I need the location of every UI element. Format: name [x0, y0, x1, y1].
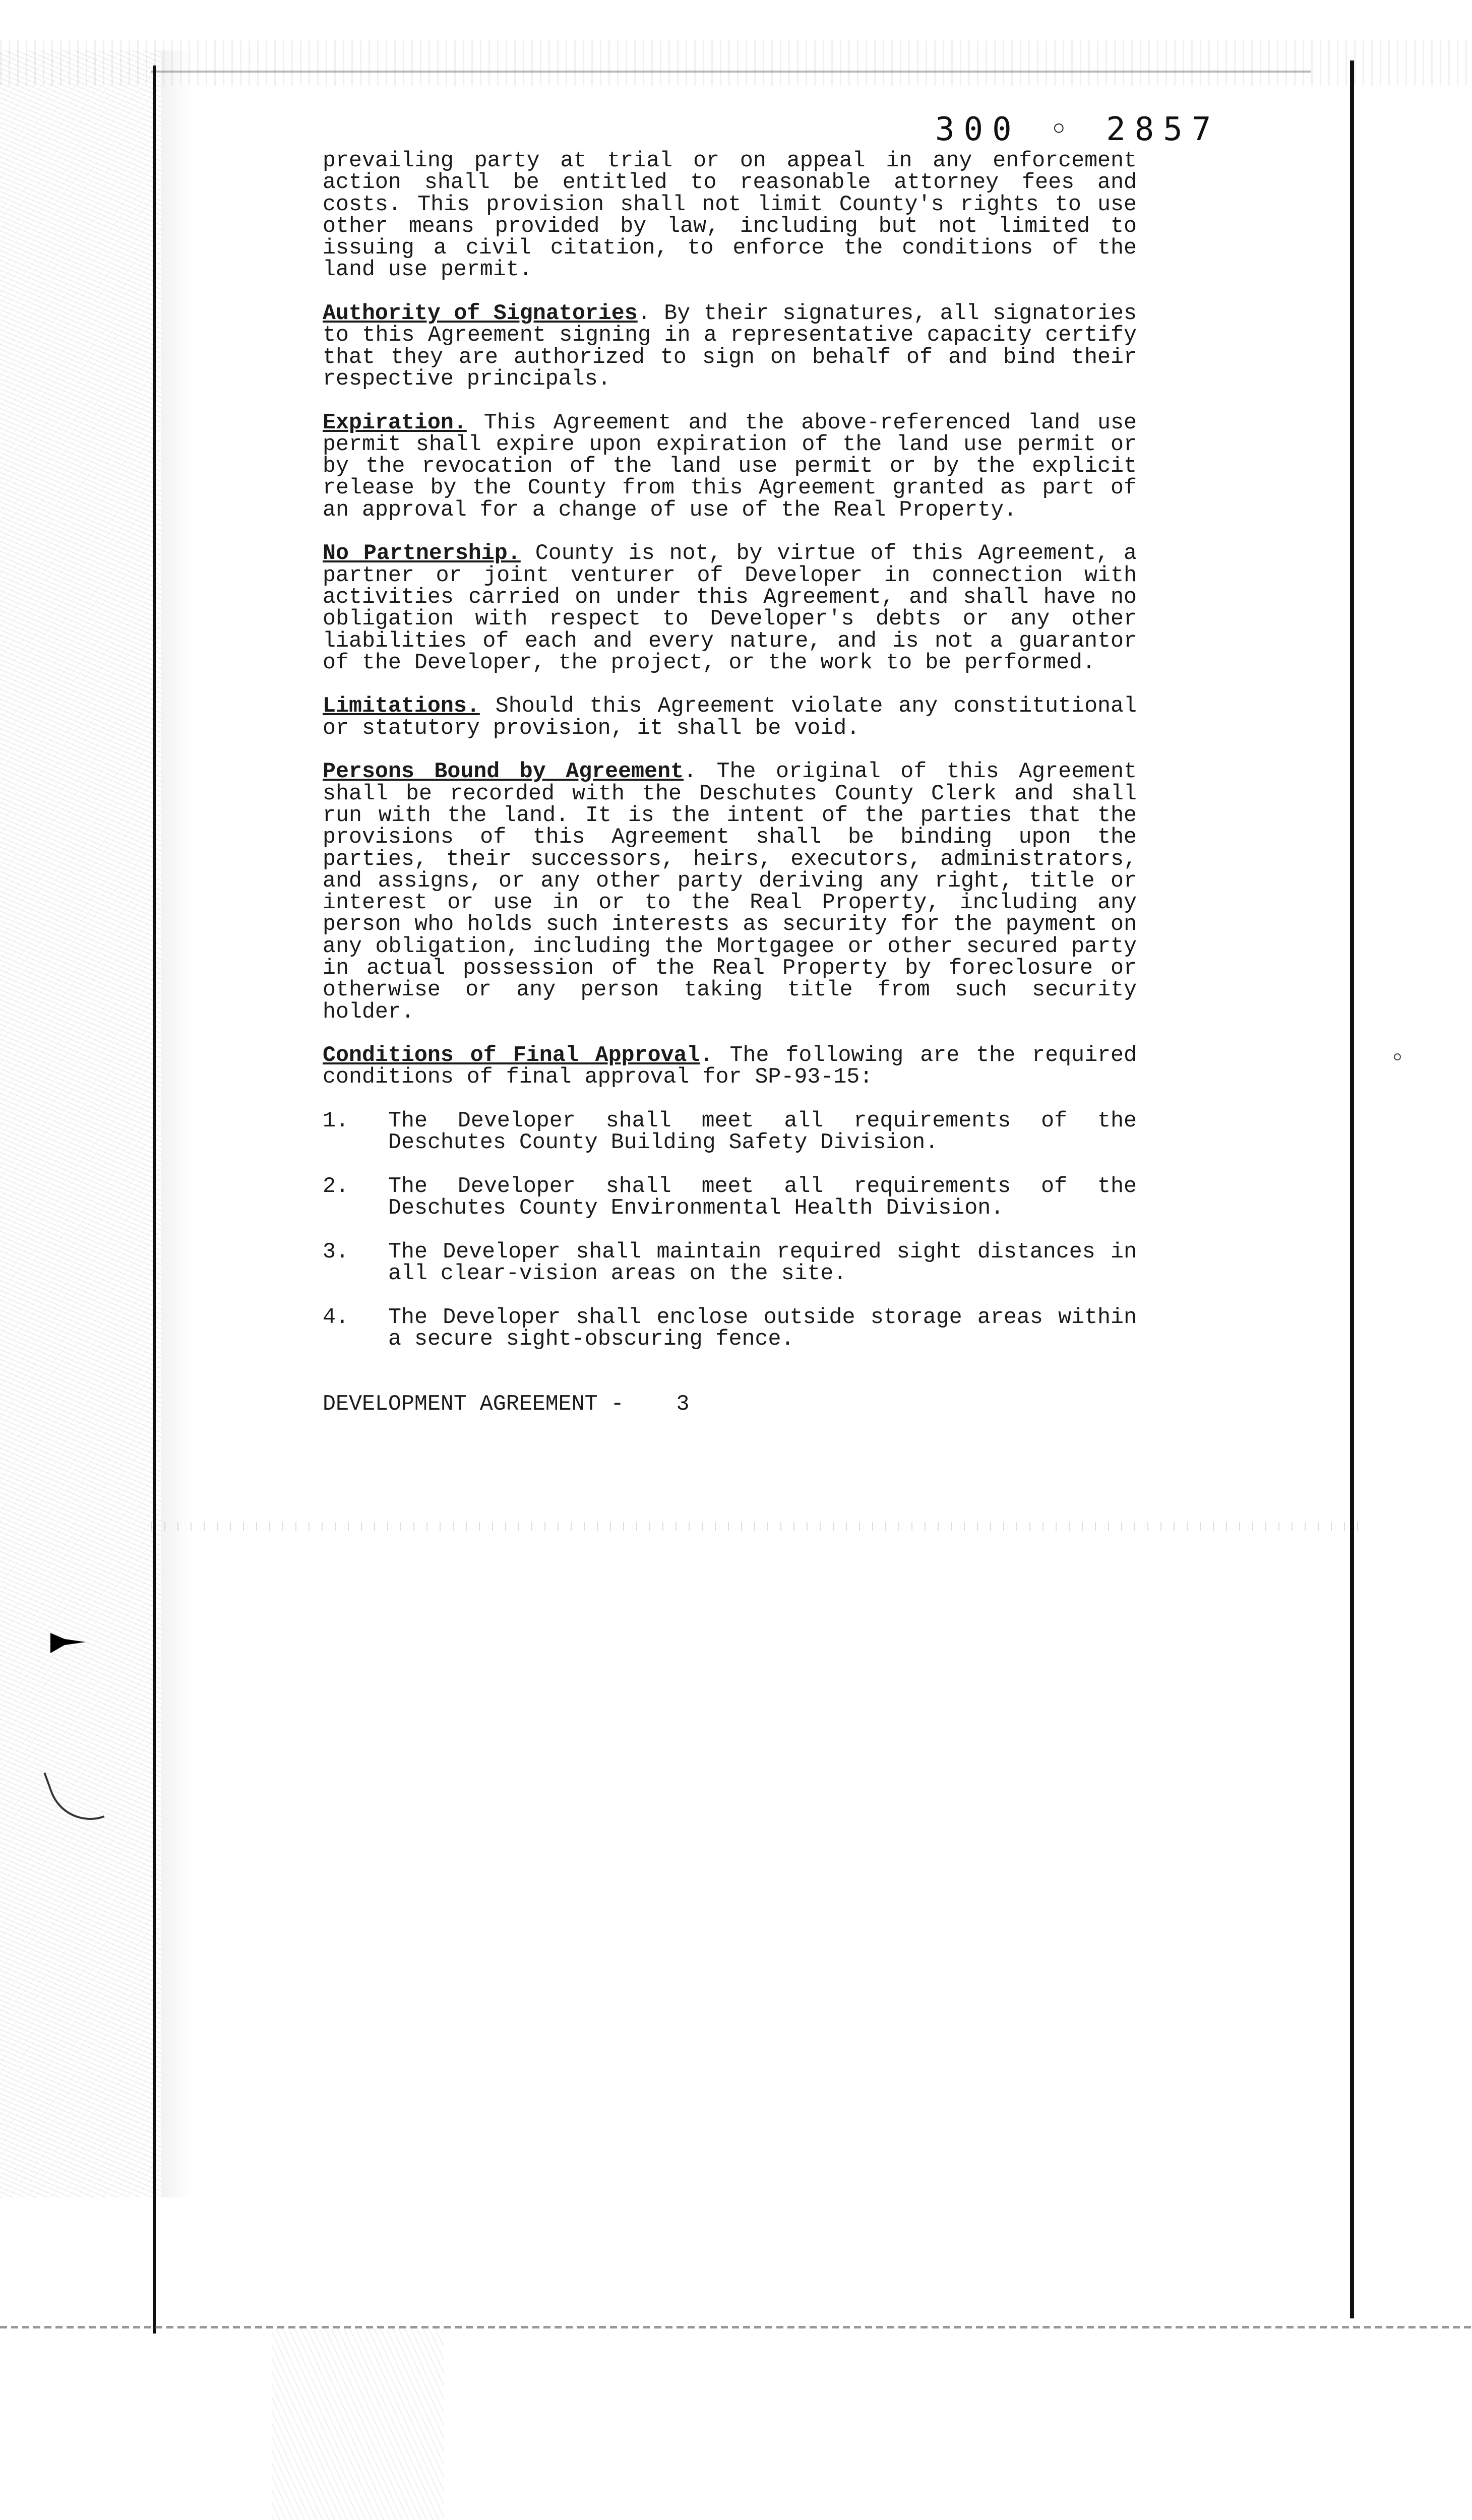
body-persons-bound: . The original of this Agreement shall be recorded with the Deschutes County Clerk and shall run with the land. It is the intent of the parties that the provisions of this Agreement shall be binding upon the parties, their successors, heirs, executors, administrators, and assigns, or any other party deriving any right, title or interest or use in or to the Real Property, including any person who holds such interests as security for the payment on any obligation, including the Mortgagee or other secured party in actual possession of the Real Property by foreclosure or otherwise or any person taking title from such security holder.	[323, 760, 1137, 1025]
scan-noise-lower	[272, 2328, 444, 2520]
body-partnership: County is not, by virtue of this Agreement, a partner or joint venturer of Developer in connection with activities carried on under this Agreement, and shall have no obligation with respect to Developer's debts or any other liabilities of each and every nature, and is not a guarantor of the Developer, the project, or the work to be performed.	[323, 541, 1137, 675]
footer-label: DEVELOPMENT AGREEMENT -	[323, 1392, 624, 1417]
list-item-text: The Developer shall meet all requirements of the Deschutes County Building Safety Division.	[388, 1109, 1137, 1156]
list-item-number: 3.	[323, 1239, 349, 1265]
page-border-left	[153, 66, 156, 2334]
paragraph-conditions	[323, 1045, 1137, 1089]
page-footer	[323, 1394, 1137, 1415]
paragraph-partnership	[323, 543, 1137, 674]
list-item	[323, 1241, 1137, 1285]
list-item	[323, 1176, 1137, 1220]
scan-fade-left	[161, 50, 192, 2197]
page-border-right	[1350, 60, 1354, 2318]
heading-conditions: Conditions of Final Approval	[323, 1043, 700, 1068]
list-item	[323, 1307, 1137, 1351]
list-item-number: 2.	[323, 1174, 349, 1199]
paragraph-expiration	[323, 412, 1137, 521]
list-item-text: The Developer shall enclose outside storage areas within a secure sight-obscuring fence.	[388, 1305, 1137, 1352]
list-item	[323, 1110, 1137, 1154]
list-item-text: The Developer shall maintain required sight distances in all clear-vision areas on the site.	[388, 1239, 1137, 1287]
scan-noise-top	[0, 40, 1472, 86]
scan-edge-top	[151, 71, 1311, 73]
dot-mark	[1394, 1053, 1401, 1060]
heading-limitations: Limitations.	[323, 694, 480, 719]
paragraph-persons-bound	[323, 761, 1137, 1023]
paragraph-authority	[323, 303, 1137, 390]
heading-persons-bound: Persons Bound by Agreement	[323, 760, 684, 785]
footer-page-number: 3	[676, 1392, 690, 1417]
body-limitations: Should this Agreement violate any constitutional or statutory provision, it shall be void.	[323, 694, 1137, 741]
paragraph-limitations	[323, 696, 1137, 739]
page-stamp: 300 ◦ 2857	[935, 111, 1220, 148]
conditions-list	[323, 1110, 1137, 1350]
body-authority: . By their signatures, all signatories to this Agreement signing in a representative capacity certify that they are authorized to sign on behalf of and bind their respective principals.	[323, 301, 1137, 392]
heading-partnership: No Partnership.	[323, 541, 521, 566]
list-item-number: 4.	[323, 1305, 349, 1330]
heading-authority: Authority of Signatories	[323, 301, 638, 327]
heading-expiration: Expiration.	[323, 410, 467, 435]
scan-speckle-band	[151, 1522, 1361, 1531]
scan-edge-bottom	[0, 2326, 1472, 2328]
scan-noise-left	[0, 50, 161, 2197]
paragraph-enforcement: prevailing party at trial or on appeal in any enforcement action shall be entitled to reasonable attorney fees and costs. This provision shall not limit County's rights to use other means provided by law, including but not limited to issuing a civil citation, to enforce the conditions of the land use permit.	[323, 149, 1137, 283]
body-expiration: This Agreement and the above-referenced land use permit shall expire upon expiration of the land use permit or by the revocation of the land use permit or by the explicit release by the County from this Agreement granted as part of an approval for a change of use of the Real Property.	[323, 410, 1137, 523]
document-body	[323, 150, 1137, 1416]
body-conditions: . The following are the required conditions of final approval for SP-93-15:	[323, 1043, 1137, 1090]
list-item-number: 1.	[323, 1109, 349, 1134]
list-item-text: The Developer shall meet all requirements of the Deschutes County Environmental Health Division.	[388, 1174, 1137, 1221]
